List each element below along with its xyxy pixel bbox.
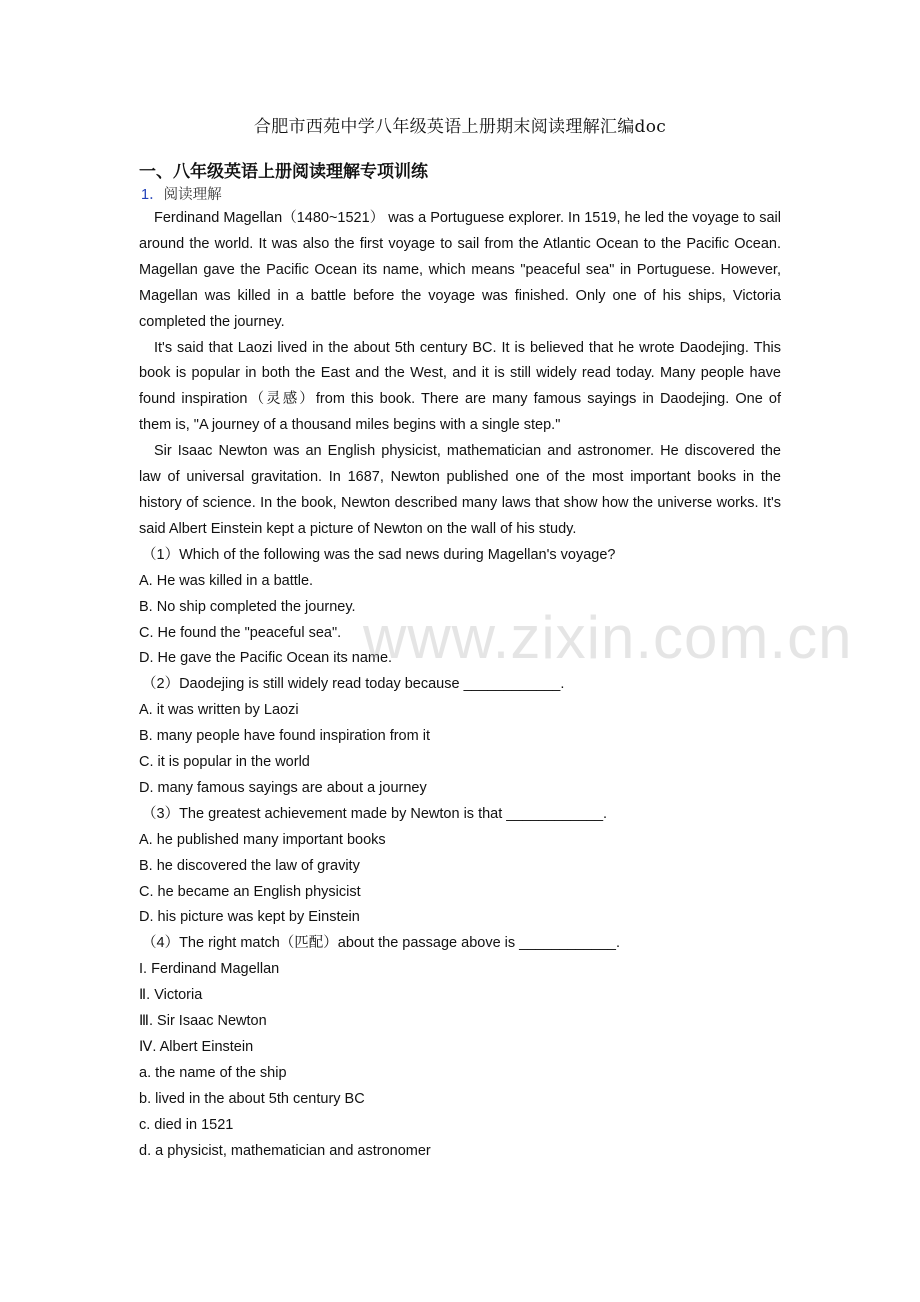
passage-paragraph: Sir Isaac Newton was an English physicist, mathematician and astronomer. He discovered the law of universal gravitation. In 1687, Newton published one of the most important books in the history of science. In the book, Newton described many laws that show how the universe works. It's said Albert Einstein kept a picture of Newton on the wall of his study. xyxy=(139,443,781,537)
match-item: a. the name of the ship xyxy=(139,1064,287,1081)
match-item: d. a physicist, mathematician and astronomer xyxy=(139,1142,431,1159)
answer-option: D. He gave the Pacific Ocean its name. xyxy=(139,650,393,667)
answer-option: A. He was killed in a battle. xyxy=(139,572,314,589)
answer-option: D. many famous sayings are about a journey xyxy=(139,779,427,796)
answer-option: B. No ship completed the journey. xyxy=(139,598,356,615)
match-item: b. lived in the about 5th century BC xyxy=(139,1090,365,1107)
section-heading: 一、八年级英语上册阅读理解专项训练 xyxy=(139,162,428,182)
question-stem: （2）Daodejing is still widely read today because ____________. xyxy=(142,676,565,693)
question-stem: （3）The greatest achievement made by Newton is that ____________. xyxy=(142,805,608,822)
answer-option: B. many people have found inspiration from it xyxy=(139,728,430,745)
match-item: I. Ferdinand Magellan xyxy=(139,961,280,978)
match-item: Ⅳ. Albert Einstein xyxy=(139,1039,254,1055)
question-label xyxy=(141,183,222,204)
answer-option: A. it was written by Laozi xyxy=(139,702,299,719)
question-stem: （4）The right match（匹配）about the passage above is ____________. xyxy=(142,935,620,952)
document-title: 合肥市西苑中学八年级英语上册期末阅读理解汇编doc xyxy=(253,117,667,137)
match-item: Ⅱ. Victoria xyxy=(139,987,203,1004)
match-item: Ⅲ. Sir Isaac Newton xyxy=(139,1013,267,1030)
answer-option: B. he discovered the law of gravity xyxy=(139,857,360,874)
watermark: www.zixin.com.cn xyxy=(363,604,853,671)
answer-option: A. he published many important books xyxy=(139,831,386,848)
answer-option: C. it is popular in the world xyxy=(139,754,310,771)
passage-paragraph: Ferdinand Magellan（1480~1521） was a Portuguese explorer. In 1519, he led the voyage to sail around the world. It was also the first voyage to sail from the Atlantic Ocean to the Pacific Ocean. Magellan gave the Pacific Ocean its name, which means "peaceful sea" in Portuguese. However, Magellan was killed in a battle before the voyage was finished. Only one of his ships, Victoria completed the journey. xyxy=(139,210,781,330)
match-item: c. died in 1521 xyxy=(139,1116,234,1133)
question-number: 1． xyxy=(141,187,164,203)
question-type: 阅读理解 xyxy=(163,187,222,203)
answer-option: C. He found the "peaceful sea". xyxy=(139,624,342,641)
answer-option: C. he became an English physicist xyxy=(139,883,361,900)
answer-option: D. his picture was kept by Einstein xyxy=(139,909,360,926)
question-stem: （1）Which of the following was the sad news during Magellan's voyage? xyxy=(142,546,616,563)
passage-paragraph: It's said that Laozi lived in the about 5th century BC. It is believed that he wrote Daodejing. This book is popular in both the East and the West, and it is still widely read today. Many people have found inspiration（灵感）from this book. There are many famous sayings in Daodejing. One of them is, "A journey of a thousand miles begins with a single step." xyxy=(139,339,781,434)
reading-body xyxy=(139,206,781,1165)
